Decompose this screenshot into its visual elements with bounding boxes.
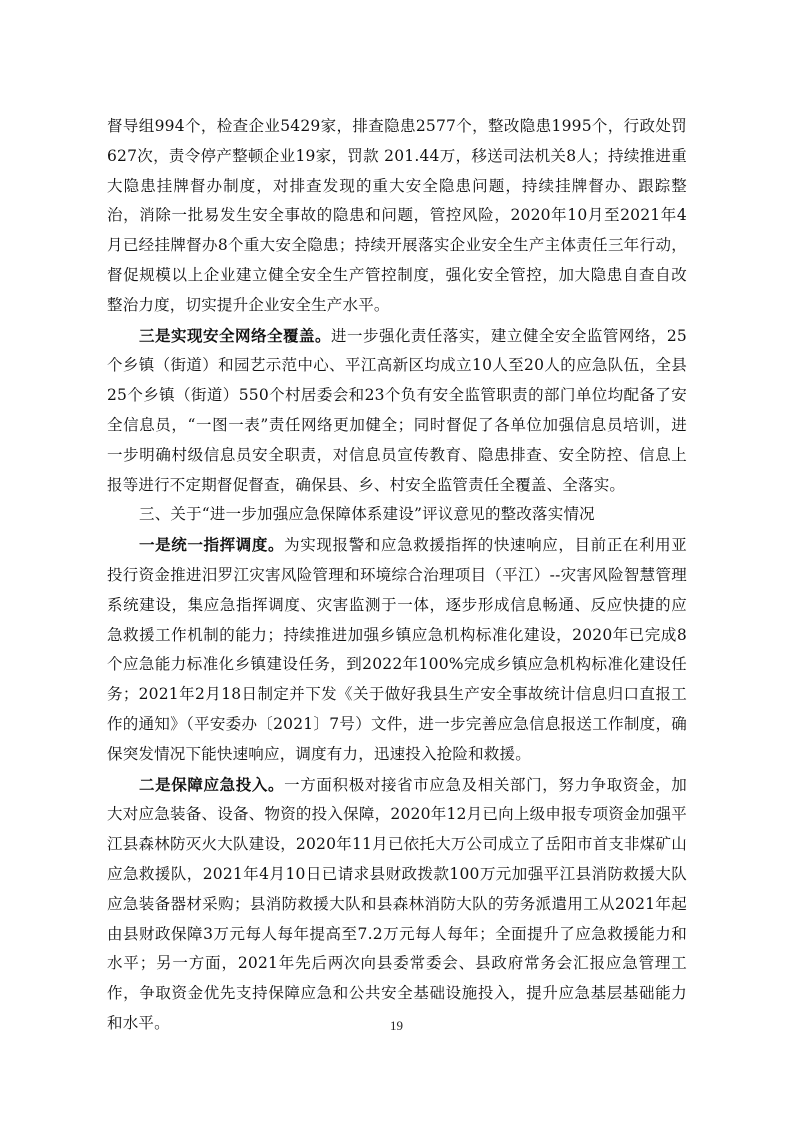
paragraph-text: 进一步强化责任落实，建立健全安全监管网络，25个乡镇（街道）和园艺示范中心、平江高新区均成立10人至20人的应急队伍，全县25个乡镇（街道）550个村居委会和23个负有安全监管职责的部门单位均配备了安全信息员，“一图一表”责任网络更加健全；同时督促了各单位加强信息员培训，进一步明确村级信息员安全职责，对信息员宣传教育、隐患排查、安全防控、信息上报等进行不定期督促督查，确保县、乡、村安全监管责任全覆盖、全落实。	[107, 326, 687, 494]
paragraph-safety-network	[107, 321, 687, 501]
page-number: 19	[390, 1018, 403, 1033]
section-heading: 三、关于“进一步加强应急保障体系建设”评议意见的整改落实情况	[139, 505, 595, 524]
paragraph-text: 一方面积极对接省市应急及相关部门，努力争取资金，加大对应急装备、设备、物资的投入保障，2020年12月已向上级申报专项资金加强平江县森林防灭火大队建设，2020年11月已依托大万公司成立了岳阳市首支非煤矿山应急救援队，2021年4月10日已请求县财政拨款100万元加强平江县消防救援大队应急装备器材采购；县消防救援大队和县森林消防大队的劳务派遣用工从2021年起由县财政保障3万元每人每年提高至7.2万元每人每年；全面提升了应急救援能力和水平；另一方面，2021年先后两次向县委常委会、县政府常务会汇报应急管理工作，争取资金优先支持保障应急和公共安全基础设施投入，提升应急基层基础能力和水平。	[107, 775, 687, 1032]
paragraph-lead: 一是统一指挥调度。	[139, 535, 285, 555]
paragraph-lead: 三是实现安全网络全覆盖。	[139, 325, 331, 345]
paragraph-lead: 二是保障应急投入。	[139, 774, 285, 794]
document-body	[107, 112, 687, 1039]
paragraph-emergency-investment	[107, 770, 687, 1039]
paragraph-text: 督导组994个，检查企业5429家，排查隐患2577个，整改隐患1995个，行政处罚627次，责令停产整顿企业19家，罚款 201.44万，移送司法机关8人；持续推进重大隐患挂牌督办制度，对排查发现的重大安全隐患问题，持续挂牌督办、跟踪整治，消除一批易发生安全事故的隐患和问题，管控风险，2020年10月至2021年4月已经挂牌督办8个重大安全隐患；持续开展落实企业安全生产主体责任三年行动，督促规模以上企业建立健全安全生产管控制度，强化安全管控，加大隐患自查自改整治力度，切实提升企业安全生产水平。	[107, 117, 687, 314]
paragraph-inspection-results	[107, 112, 687, 321]
paragraph-text: 为实现报警和应急救援指挥的快速响应，目前正在利用亚投行资金推进汨罗江灾害风险管理和环境综合治理项目（平江）--灾害风险智慧管理系统建设，集应急指挥调度、灾害监测于一体，逐步形成信息畅通、反应快捷的应急救援工作机制的能力；持续推进加强乡镇应急机构标准化建设，2020年已完成8个应急能力标准化乡镇建设任务，到2022年100%完成乡镇应急机构标准化建设任务；2021年2月18日制定并下发《关于做好我县生产安全事故统计信息归口直报工作的通知》（平安委办〔2021〕7号）文件，进一步完善应急信息报送工作制度，确保突发情况下能快速响应，调度有力，迅速投入抢险和救援。	[107, 536, 687, 763]
paragraph-unified-command	[107, 530, 687, 769]
